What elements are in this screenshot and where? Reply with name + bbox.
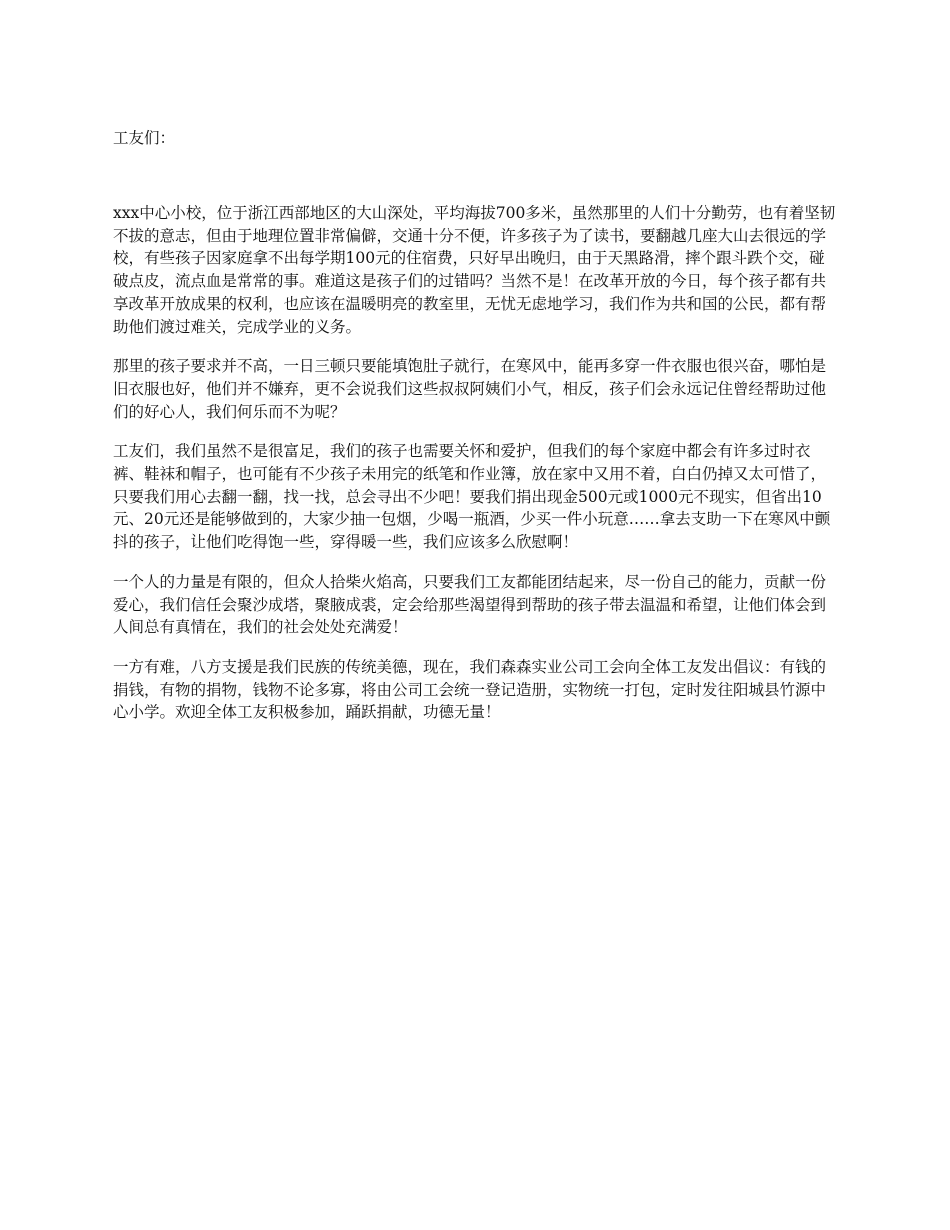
- paragraph-4: 一个人的力量是有限的，但众人拾柴火焰高，只要我们工友都能团结起来，尽一份自己的能力，贡献一份爱心，我们信任会聚沙成塔，聚腋成裘，定会给那些渴望得到帮助的孩子带去温温和希望，让他们体会到人间总有真情在，我们的社会处处充满爱！: [113, 572, 827, 637]
- paragraph-2: 那里的孩子要求并不高，一日三顿只要能填饱肚子就行，在寒风中，能再多穿一件衣服也很兴奋，哪怕是旧衣服也好，他们并不嫌弃，更不会说我们这些叔叔阿姨们小气，相反，孩子们会永远记住曾经帮助过他们的好心人，我们何乐而不为呢？: [113, 357, 827, 421]
- paragraph-5: 一方有难，八方支援是我们民族的传统美德，现在，我们森森实业公司工会向全体工友发出倡议：有钱的捐钱，有物的捐物，钱物不论多寡，将由公司工会统一登记造册，实物统一打包，定时发往阳城县竹源中心小学。欢迎全体工友积极参加，踊跃捐献，功德无量！: [113, 657, 827, 722]
- salutation: 工友们：: [113, 129, 176, 147]
- paragraph-1: xxx中心小校，位于浙江西部地区的大山深处，平均海拔700多米，虽然那里的人们十分勤劳，也有着坚韧不拔的意志，但由于地理位置非常偏僻，交通十分不便，许多孩子为了读书，要翻越几座大山去很远的学校，有些孩子因家庭拿不出每学期100元的住宿费，只好早出晚归，由于天黑路滑，摔个跟斗跌个交，碰破点皮，流点血是常常的事。难道这是孩子们的过错吗？当然不是！在改革开放的今日，每个孩子都有共享改革开放成果的权利，也应该在温暖明亮的教室里，无忧无虑地学习，我们作为共和国的公民，都有帮助他们渡过难关，完成学业的义务。: [113, 204, 836, 336]
- document-page: [113, 127, 839, 741]
- paragraph-3: 工友们，我们虽然不是很富足，我们的孩子也需要关怀和爱护，但我们的每个家庭中都会有许多过时衣裤、鞋袜和帽子，也可能有不少孩子未用完的纸笔和作业簿，放在家中又用不着，白白仍掉又太可惜了，只要我们用心去翻一翻，找一找，总会寻出不少吧！要我们捐出现金500元或1000元不现实，但省出10元、20元还是能够做到的，大家少抽一包烟，少喝一瓶酒，少买一件小玩意……拿去支助一下在寒风中颤抖的孩子，让他们吃得饱一些，穿得暖一些，我们应该多么欣慰啊！: [113, 442, 831, 552]
